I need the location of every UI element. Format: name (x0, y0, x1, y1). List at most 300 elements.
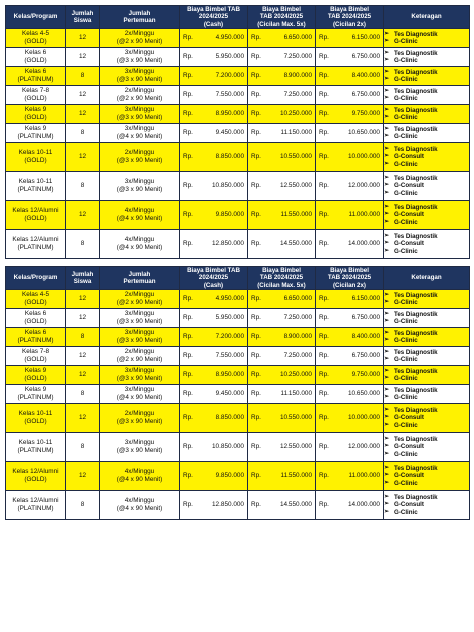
currency-label: Rp. (251, 240, 261, 248)
currency-label: Rp. (319, 314, 329, 322)
price-amount: 10.550.000 (280, 414, 312, 422)
arrow-bullet-icon: ➢ (384, 318, 390, 324)
cash-price-cell (180, 67, 248, 86)
cicilan5-price-cell (248, 230, 316, 259)
keterangan-item (384, 480, 469, 487)
siswa-cell: 12 (66, 48, 100, 67)
price-amount: 12.850.000 (212, 501, 244, 509)
keterangan-item (384, 182, 469, 189)
price-amount: 14.000.000 (348, 501, 380, 509)
arrow-bullet-icon: ➢ (384, 211, 390, 218)
keterangan-cell (384, 385, 470, 404)
keterangan-cell (384, 347, 470, 366)
keterangan-item (384, 472, 469, 479)
currency-label: Rp. (183, 53, 193, 61)
keterangan-item (384, 50, 469, 57)
keterangan-text: G-Clinic (394, 95, 418, 102)
program-cell: Kelas 10-11 (PLATINUM) (6, 433, 66, 462)
currency-label: Rp. (183, 352, 193, 360)
currency-label: Rp. (319, 333, 329, 341)
keterangan-text: Tes Diagnostik (394, 174, 438, 182)
keterangan-item (384, 190, 469, 197)
cicilan5-price-cell (248, 290, 316, 309)
keterangan-item (384, 57, 469, 64)
pertemuan-cell: 3x/Minggu (@4 x 90 Menit) (100, 385, 180, 404)
price-amount: 14.550.000 (280, 501, 312, 509)
currency-label: Rp. (251, 501, 261, 509)
program-cell: Kelas 12/Alumni (GOLD) (6, 201, 66, 230)
pertemuan-cell: 2x/Minggu (@3 x 90 Menit) (100, 404, 180, 433)
keterangan-item (384, 76, 469, 83)
program-cell: Kelas 7-8 (GOLD) (6, 86, 66, 105)
cicilan5-price-cell (248, 29, 316, 48)
pertemuan-cell: 3x/Minggu (@3 x 90 Menit) (100, 172, 180, 201)
table-row (6, 347, 470, 366)
cash-price-cell (180, 201, 248, 230)
keterangan-text: G-Clinic (394, 160, 418, 168)
price-amount: 10.250.000 (280, 371, 312, 379)
cicilan5-price-cell (248, 201, 316, 230)
currency-label: Rp. (183, 333, 193, 341)
currency-label: Rp. (251, 72, 261, 80)
pertemuan-cell: 2x/Minggu (@2 x 90 Menit) (100, 290, 180, 309)
table-row (6, 143, 470, 172)
keterangan-item (384, 299, 469, 306)
cicilan2-price-cell (316, 29, 384, 48)
cicilan5-price-cell (248, 366, 316, 385)
price-amount: 7.250.000 (283, 91, 312, 99)
currency-label: Rp. (251, 295, 261, 303)
cicilan5-price-cell (248, 48, 316, 67)
keterangan-text: Tes Diagnostik (394, 106, 438, 114)
arrow-bullet-icon: ➢ (384, 240, 390, 247)
cicilan2-price-cell (316, 328, 384, 347)
siswa-cell: 8 (66, 491, 100, 520)
cicilan2-price-cell (316, 172, 384, 201)
table-row (6, 462, 470, 491)
cicilan5-price-cell (248, 86, 316, 105)
siswa-cell: 8 (66, 124, 100, 143)
table-row (6, 230, 470, 259)
price-amount: 11.000.000 (348, 472, 380, 480)
keterangan-cell (384, 105, 470, 124)
keterangan-text: G-Consult (394, 501, 424, 509)
table-row (6, 29, 470, 48)
cash-price-cell (180, 309, 248, 328)
keterangan-item (384, 38, 469, 45)
price-amount: 7.550.000 (215, 352, 244, 360)
arrow-bullet-icon: ➢ (384, 508, 390, 515)
arrow-bullet-icon: ➢ (384, 337, 390, 343)
keterangan-text: G-Clinic (394, 114, 418, 121)
program-cell: Kelas 6 (GOLD) (6, 309, 66, 328)
keterangan-cell (384, 201, 470, 230)
keterangan-text: G-Clinic (394, 508, 418, 516)
cicilan5-price-cell (248, 328, 316, 347)
pertemuan-cell: 4x/Minggu (@4 x 90 Menit) (100, 201, 180, 230)
cash-price-cell (180, 347, 248, 366)
price-amount: 8.850.000 (215, 153, 244, 161)
keterangan-text: G-Clinic (394, 57, 418, 64)
price-amount: 7.200.000 (215, 333, 244, 341)
table-row (6, 86, 470, 105)
keterangan-text: G-Clinic (394, 38, 418, 45)
keterangan-item (384, 337, 469, 344)
price-amount: 8.400.000 (351, 333, 380, 341)
price-amount: 7.200.000 (215, 72, 244, 80)
keterangan-cell (384, 309, 470, 328)
cicilan2-price-cell (316, 347, 384, 366)
table-row (6, 201, 470, 230)
cicilan2-price-cell (316, 86, 384, 105)
cicilan2-price-cell (316, 385, 384, 404)
cicilan5-price-cell (248, 347, 316, 366)
keterangan-item (384, 465, 469, 472)
pricing-table-bottom (5, 266, 470, 520)
siswa-cell: 12 (66, 347, 100, 366)
table-row (6, 67, 470, 86)
arrow-bullet-icon: ➢ (384, 30, 390, 37)
header-cicilan5: Biaya Bimbel TAB 2024/2025 (Cicilan Max. 5x) (248, 6, 316, 29)
arrow-bullet-icon: ➢ (384, 367, 390, 374)
keterangan-cell (384, 143, 470, 172)
arrow-bullet-icon: ➢ (384, 299, 390, 305)
currency-label: Rp. (319, 352, 329, 360)
arrow-bullet-icon: ➢ (384, 114, 390, 120)
arrow-bullet-icon: ➢ (384, 479, 390, 486)
cash-price-cell (180, 29, 248, 48)
price-amount: 6.650.000 (283, 34, 312, 42)
keterangan-cell (384, 366, 470, 385)
keterangan-text: G-Clinic (394, 218, 418, 226)
header-program: Kelas/Program (6, 267, 66, 290)
arrow-bullet-icon: ➢ (384, 232, 390, 239)
keterangan-item (384, 69, 469, 76)
program-cell: Kelas 7-8 (GOLD) (6, 347, 66, 366)
keterangan-text: G-Clinic (394, 394, 418, 401)
cash-price-cell (180, 404, 248, 433)
keterangan-item (384, 175, 469, 182)
arrow-bullet-icon: ➢ (384, 182, 390, 189)
price-amount: 9.450.000 (215, 390, 244, 398)
currency-label: Rp. (183, 443, 193, 451)
currency-label: Rp. (319, 182, 329, 190)
currency-label: Rp. (183, 240, 193, 248)
cicilan5-price-cell (248, 143, 316, 172)
pertemuan-cell: 3x/Minggu (@3 x 90 Menit) (100, 366, 180, 385)
price-amount: 9.450.000 (215, 129, 244, 137)
keterangan-text: G-Consult (394, 182, 424, 190)
price-amount: 12.550.000 (280, 182, 312, 190)
arrow-bullet-icon: ➢ (384, 57, 390, 63)
pertemuan-cell: 4x/Minggu (@4 x 90 Menit) (100, 230, 180, 259)
program-cell: Kelas 9 (GOLD) (6, 366, 66, 385)
price-amount: 10.000.000 (348, 414, 380, 422)
table-row (6, 433, 470, 462)
pertemuan-cell: 4x/Minggu (@4 x 90 Menit) (100, 491, 180, 520)
cicilan2-price-cell (316, 309, 384, 328)
keterangan-text: Tes Diagnostik (394, 329, 438, 337)
arrow-bullet-icon: ➢ (384, 501, 390, 508)
arrow-bullet-icon: ➢ (384, 435, 390, 442)
currency-label: Rp. (251, 182, 261, 190)
cicilan5-price-cell (248, 404, 316, 433)
keterangan-item (384, 494, 469, 501)
currency-label: Rp. (319, 53, 329, 61)
keterangan-text: G-Consult (394, 240, 424, 248)
keterangan-item (384, 368, 469, 375)
currency-label: Rp. (251, 91, 261, 99)
price-amount: 9.750.000 (351, 110, 380, 118)
table-row (6, 491, 470, 520)
cicilan2-price-cell (316, 124, 384, 143)
siswa-cell: 12 (66, 201, 100, 230)
keterangan-item (384, 509, 469, 516)
arrow-bullet-icon: ➢ (384, 291, 390, 298)
keterangan-item (384, 161, 469, 168)
price-amount: 11.550.000 (280, 472, 312, 480)
keterangan-text: G-Clinic (394, 318, 418, 325)
currency-label: Rp. (183, 211, 193, 219)
pertemuan-cell: 4x/Minggu (@4 x 90 Menit) (100, 462, 180, 491)
header-keterangan: Keteragan (384, 6, 470, 29)
arrow-bullet-icon: ➢ (384, 87, 390, 94)
keterangan-item (384, 375, 469, 382)
keterangan-item (384, 153, 469, 160)
header-cicilan2: Biaya Bimbel TAB 2024/2025 (Cicilan 2x) (316, 6, 384, 29)
keterangan-text: G-Consult (394, 153, 424, 161)
keterangan-text: G-Clinic (394, 337, 418, 344)
currency-label: Rp. (319, 414, 329, 422)
siswa-cell: 8 (66, 433, 100, 462)
keterangan-text: Tes Diagnostik (394, 30, 438, 38)
currency-label: Rp. (251, 34, 261, 42)
currency-label: Rp. (251, 314, 261, 322)
keterangan-cell (384, 404, 470, 433)
price-amount: 5.950.000 (215, 314, 244, 322)
cash-price-cell (180, 491, 248, 520)
header-program: Kelas/Program (6, 6, 66, 29)
price-amount: 10.000.000 (348, 153, 380, 161)
arrow-bullet-icon: ➢ (384, 160, 390, 167)
currency-label: Rp. (183, 371, 193, 379)
price-amount: 4.950.000 (215, 34, 244, 42)
table-row (6, 172, 470, 201)
currency-label: Rp. (251, 472, 261, 480)
arrow-bullet-icon: ➢ (384, 421, 390, 428)
keterangan-text: G-Clinic (394, 133, 418, 140)
cicilan5-price-cell (248, 462, 316, 491)
price-amount: 9.850.000 (215, 472, 244, 480)
program-cell: Kelas 4-5 (GOLD) (6, 29, 66, 48)
pertemuan-cell: 2x/Minggu (@2 x 90 Menit) (100, 86, 180, 105)
arrow-bullet-icon: ➢ (384, 443, 390, 450)
program-cell: Kelas 12/Alumni (GOLD) (6, 462, 66, 491)
currency-label: Rp. (319, 472, 329, 480)
arrow-bullet-icon: ➢ (384, 68, 390, 75)
keterangan-text: G-Clinic (394, 450, 418, 458)
program-cell: Kelas 12/Alumni (PLATINUM) (6, 230, 66, 259)
pertemuan-cell: 3x/Minggu (@3 x 90 Menit) (100, 105, 180, 124)
cicilan5-price-cell (248, 491, 316, 520)
cicilan2-price-cell (316, 67, 384, 86)
cash-price-cell (180, 328, 248, 347)
keterangan-text: G-Clinic (394, 356, 418, 363)
price-amount: 7.250.000 (283, 352, 312, 360)
keterangan-text: Tes Diagnostik (394, 203, 438, 211)
arrow-bullet-icon: ➢ (384, 247, 390, 254)
price-amount: 12.550.000 (280, 443, 312, 451)
program-cell: Kelas 9 (PLATINUM) (6, 124, 66, 143)
currency-label: Rp. (319, 211, 329, 219)
pertemuan-cell: 3x/Minggu (@3 x 90 Menit) (100, 433, 180, 462)
price-amount: 6.150.000 (351, 34, 380, 42)
siswa-cell: 8 (66, 230, 100, 259)
keterangan-text: G-Consult (394, 414, 424, 422)
keterangan-cell (384, 124, 470, 143)
price-amount: 6.750.000 (351, 91, 380, 99)
price-amount: 5.950.000 (215, 53, 244, 61)
cash-price-cell (180, 230, 248, 259)
keterangan-item (384, 394, 469, 401)
table-row (6, 309, 470, 328)
keterangan-item (384, 95, 469, 102)
keterangan-item (384, 422, 469, 429)
currency-label: Rp. (319, 129, 329, 137)
program-cell: Kelas 10-11 (GOLD) (6, 143, 66, 172)
pertemuan-cell: 2x/Minggu (@3 x 90 Menit) (100, 143, 180, 172)
program-cell: Kelas 10-11 (PLATINUM) (6, 172, 66, 201)
header-cicilan2: Biaya Bimbel TAB 2024/2025 (Cicilan 2x) (316, 267, 384, 290)
keterangan-text: Tes Diagnostik (394, 68, 438, 76)
table-row (6, 366, 470, 385)
price-amount: 8.950.000 (215, 371, 244, 379)
arrow-bullet-icon: ➢ (384, 189, 390, 196)
keterangan-text: G-Clinic (394, 375, 418, 382)
price-amount: 12.000.000 (348, 182, 380, 190)
currency-label: Rp. (183, 414, 193, 422)
cicilan5-price-cell (248, 124, 316, 143)
keterangan-item (384, 451, 469, 458)
header-cash: Biaya Bimbel TAB 2024/2025 (Cash) (180, 6, 248, 29)
cicilan2-price-cell (316, 404, 384, 433)
keterangan-item (384, 311, 469, 318)
price-amount: 8.850.000 (215, 414, 244, 422)
price-amount: 8.400.000 (351, 72, 380, 80)
arrow-bullet-icon: ➢ (384, 394, 390, 400)
arrow-bullet-icon: ➢ (384, 174, 390, 181)
currency-label: Rp. (319, 34, 329, 42)
header-keterangan: Keteragan (384, 267, 470, 290)
currency-label: Rp. (183, 295, 193, 303)
header-pertemuan: Jumlah Pertemuan (100, 6, 180, 29)
keterangan-cell (384, 491, 470, 520)
price-amount: 6.150.000 (351, 295, 380, 303)
cash-price-cell (180, 124, 248, 143)
price-amount: 14.000.000 (348, 240, 380, 248)
keterangan-text: G-Consult (394, 443, 424, 451)
keterangan-text: Tes Diagnostik (394, 493, 438, 501)
currency-label: Rp. (319, 110, 329, 118)
keterangan-text: Tes Diagnostik (394, 435, 438, 443)
siswa-cell: 12 (66, 86, 100, 105)
price-amount: 7.250.000 (283, 53, 312, 61)
siswa-cell: 12 (66, 366, 100, 385)
keterangan-item (384, 107, 469, 114)
cash-price-cell (180, 86, 248, 105)
keterangan-text: G-Clinic (394, 299, 418, 306)
table-row (6, 328, 470, 347)
currency-label: Rp. (319, 443, 329, 451)
program-cell: Kelas 6 (PLATINUM) (6, 67, 66, 86)
siswa-cell: 12 (66, 143, 100, 172)
price-amount: 4.950.000 (215, 295, 244, 303)
keterangan-text: Tes Diagnostik (394, 232, 438, 240)
currency-label: Rp. (319, 153, 329, 161)
currency-label: Rp. (183, 72, 193, 80)
cicilan2-price-cell (316, 290, 384, 309)
price-amount: 9.750.000 (351, 371, 380, 379)
keterangan-text: Tes Diagnostik (394, 49, 438, 57)
pertemuan-cell: 3x/Minggu (@3 x 90 Menit) (100, 67, 180, 86)
arrow-bullet-icon: ➢ (384, 76, 390, 82)
keterangan-item (384, 501, 469, 508)
arrow-bullet-icon: ➢ (384, 356, 390, 362)
currency-label: Rp. (251, 371, 261, 379)
price-amount: 10.650.000 (348, 390, 380, 398)
pertemuan-cell: 3x/Minggu (@4 x 90 Menit) (100, 124, 180, 143)
currency-label: Rp. (183, 182, 193, 190)
table-row (6, 105, 470, 124)
price-amount: 8.900.000 (283, 333, 312, 341)
keterangan-text: G-Consult (394, 472, 424, 480)
pricing-table-top (5, 5, 470, 259)
cicilan2-price-cell (316, 433, 384, 462)
cash-price-cell (180, 462, 248, 491)
keterangan-text: Tes Diagnostik (394, 406, 438, 414)
currency-label: Rp. (319, 91, 329, 99)
keterangan-text: Tes Diagnostik (394, 348, 438, 356)
siswa-cell: 12 (66, 290, 100, 309)
program-cell: Kelas 10-11 (GOLD) (6, 404, 66, 433)
keterangan-item (384, 146, 469, 153)
table-row (6, 48, 470, 67)
price-amount: 11.150.000 (280, 390, 312, 398)
cicilan5-price-cell (248, 385, 316, 404)
arrow-bullet-icon: ➢ (384, 145, 390, 152)
arrow-bullet-icon: ➢ (384, 493, 390, 500)
program-cell: Kelas 9 (PLATINUM) (6, 385, 66, 404)
table-row (6, 290, 470, 309)
keterangan-text: Tes Diagnostik (394, 464, 438, 472)
keterangan-text: Tes Diagnostik (394, 87, 438, 95)
price-amount: 6.750.000 (351, 314, 380, 322)
currency-label: Rp. (251, 53, 261, 61)
price-amount: 8.900.000 (283, 72, 312, 80)
keterangan-cell (384, 48, 470, 67)
currency-label: Rp. (319, 371, 329, 379)
keterangan-item (384, 211, 469, 218)
arrow-bullet-icon: ➢ (384, 450, 390, 457)
pertemuan-cell: 3x/Minggu (@3 x 90 Menit) (100, 48, 180, 67)
keterangan-item (384, 204, 469, 211)
keterangan-text: Tes Diagnostik (394, 310, 438, 318)
keterangan-item (384, 31, 469, 38)
table-row (6, 404, 470, 433)
cash-price-cell (180, 105, 248, 124)
cash-price-cell (180, 172, 248, 201)
keterangan-text: Tes Diagnostik (394, 291, 438, 299)
